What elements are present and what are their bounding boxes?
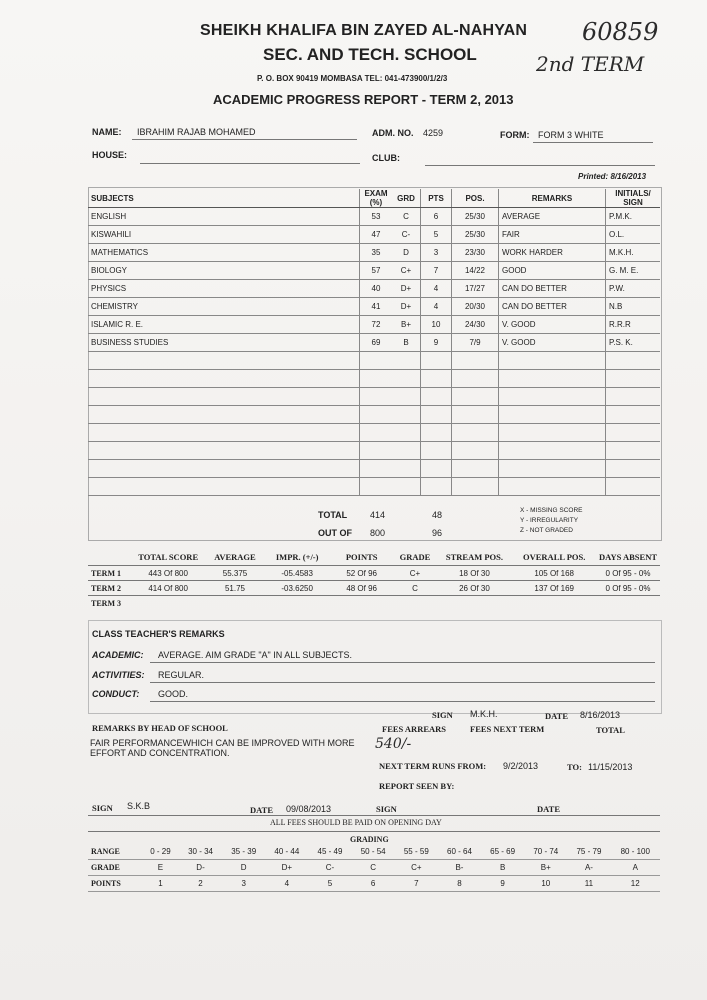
grading-cell: 12 (611, 876, 660, 892)
subject-cell: 23/30 (452, 244, 499, 262)
stats-col-overall: OVERALL POS. (523, 552, 586, 562)
grading-cell: 7 (395, 876, 438, 892)
subject-cell: 69 (360, 334, 393, 352)
subject-cell-blank (360, 460, 393, 478)
subject-cell: D (392, 244, 421, 262)
subject-cell-blank (421, 478, 452, 496)
head-sign: S.K.B (127, 801, 151, 811)
subject-cell: 7 (421, 262, 452, 280)
adm-label: ADM. NO. (372, 128, 414, 138)
term-cell: C (394, 581, 437, 596)
term-stats-table (88, 549, 660, 610)
col-subjects: SUBJECTS (88, 189, 360, 208)
subject-row (88, 280, 660, 298)
subject-cell-blank (88, 424, 360, 442)
subject-cell-blank (421, 406, 452, 424)
subjects-header-row (88, 189, 660, 208)
subject-cell: 4 (421, 280, 452, 298)
subject-cell: AVERAGE (499, 208, 606, 226)
fees-note: ALL FEES SHOULD BE PAID ON OPENING DAY (270, 818, 442, 827)
subject-row (88, 334, 660, 352)
grading-cell: 3 (222, 876, 265, 892)
subject-cell: B (392, 334, 421, 352)
term-label: TERM 3 (88, 596, 131, 611)
stats-col-grade: GRADE (399, 552, 431, 562)
col-position: POS. (452, 189, 499, 208)
subject-cell-blank (421, 370, 452, 388)
school-name-line2: SEC. AND TECH. SCHOOL (263, 45, 477, 64)
grading-cell: A- (567, 860, 610, 876)
subject-cell-blank (421, 424, 452, 442)
student-name: IBRAHIM RAJAB MOHAMED (137, 127, 256, 137)
activities-underline (150, 682, 655, 683)
subject-cell: C+ (392, 262, 421, 280)
subject-cell: ISLAMIC R. E. (88, 316, 360, 334)
next-term-to: 11/15/2013 (588, 762, 633, 772)
subject-cell: G. M. E. (606, 262, 661, 280)
subject-cell: 25/30 (452, 208, 499, 226)
outof-label: OUT OF (318, 528, 352, 538)
term-cell (330, 596, 394, 611)
subject-cell: PHYSICS (88, 280, 360, 298)
term-cell (596, 596, 660, 611)
grading-row-label: RANGE (88, 844, 142, 860)
next-term-to-label: TO: (567, 762, 582, 772)
term-row (88, 566, 660, 581)
subject-cell: FAIR (499, 226, 606, 244)
form-value: FORM 3 WHITE (538, 130, 604, 140)
subject-row-blank (88, 388, 660, 406)
subjects-table (88, 189, 660, 496)
subject-row-blank (88, 370, 660, 388)
subject-cell: 72 (360, 316, 393, 334)
subject-cell: 41 (360, 298, 393, 316)
grading-cell: 70 - 74 (524, 844, 567, 860)
subject-cell-blank (452, 478, 499, 496)
term-cell (265, 596, 330, 611)
subject-cell-blank (499, 406, 606, 424)
subject-row (88, 316, 660, 334)
col-initials-label: INITIALS/ (615, 189, 651, 198)
next-term-from: 9/2/2013 (503, 761, 539, 771)
fees-arrears-handwritten: 540/- (375, 736, 412, 752)
subject-cell: N.B (606, 298, 661, 316)
subject-cell-blank (499, 388, 606, 406)
subject-cell: V. GOOD (499, 334, 606, 352)
grading-cell: D+ (265, 860, 308, 876)
subject-cell: R.R.R (606, 316, 661, 334)
head-date-label: DATE (250, 805, 273, 815)
teacher-date-label: DATE (545, 711, 568, 721)
subject-cell-blank (88, 388, 360, 406)
grading-cell: 50 - 54 (352, 844, 395, 860)
fees-next-term-label: FEES NEXT TERM (470, 724, 545, 734)
subject-cell: P.M.K. (606, 208, 661, 226)
subject-row-blank (88, 478, 660, 496)
subject-cell-blank (360, 406, 393, 424)
stats-col-total: TOTAL SCORE (138, 552, 199, 562)
subject-row-blank (88, 460, 660, 478)
legend-missing: X - MISSING SCORE (520, 507, 583, 514)
term-cell: C+ (394, 566, 437, 581)
grading-cell: 80 - 100 (611, 844, 660, 860)
subject-cell-blank (452, 460, 499, 478)
subject-cell: CAN DO BETTER (499, 280, 606, 298)
col-exam-unit: (%) (369, 198, 383, 207)
adm-number: 4259 (423, 128, 444, 138)
grading-cell: E (142, 860, 179, 876)
subject-cell-blank (499, 370, 606, 388)
col-grade: GRD (392, 189, 421, 208)
subjects-body (88, 208, 660, 496)
club-underline (425, 165, 655, 166)
stats-col-absent: DAYS ABSENT (598, 552, 657, 562)
legend-irregular: Y - IRREGULARITY (520, 517, 579, 524)
grading-cell: C (352, 860, 395, 876)
subject-cell-blank (499, 460, 606, 478)
grading-cell: 1 (142, 876, 179, 892)
grading-cell: 2 (179, 876, 222, 892)
total-points: 48 (432, 510, 443, 520)
subject-cell-blank (452, 424, 499, 442)
grading-body (88, 844, 660, 892)
subject-cell: D+ (392, 280, 421, 298)
term-label: TERM 1 (88, 566, 131, 581)
subject-row (88, 244, 660, 262)
term-cell: 0 Of 95 - 0% (596, 566, 660, 581)
grading-cell: 40 - 44 (265, 844, 308, 860)
grading-points-row (88, 876, 660, 892)
grading-cell: B (481, 860, 524, 876)
school-address: P. O. BOX 90419 MOMBASA TEL: 041-473900/1/2/3 (257, 74, 448, 83)
grading-cell: 6 (352, 876, 395, 892)
stats-col-average: AVERAGE (214, 552, 256, 562)
handwritten-number: 60859 (582, 18, 659, 46)
house-label: HOUSE: (92, 150, 128, 160)
subject-cell: M.K.H. (606, 244, 661, 262)
term-cell: 105 Of 168 (512, 566, 596, 581)
term-cell: 18 Of 30 (437, 566, 513, 581)
term-cell: -03.6250 (265, 581, 330, 596)
grading-cell: 8 (438, 876, 481, 892)
grading-cell: 30 - 34 (179, 844, 222, 860)
activities-label: ACTIVITIES: (92, 670, 145, 680)
conduct-remark: GOOD. (158, 689, 189, 699)
club-label: CLUB: (372, 153, 400, 163)
subject-cell-blank (452, 370, 499, 388)
subject-cell-blank (360, 424, 393, 442)
term-cell: 55.375 (205, 566, 264, 581)
term-cell: 26 Of 30 (437, 581, 513, 596)
term-cell (131, 596, 206, 611)
subject-row-blank (88, 424, 660, 442)
subject-row (88, 262, 660, 280)
subject-cell: V. GOOD (499, 316, 606, 334)
printed-info (578, 172, 646, 181)
stats-col-term (88, 549, 131, 566)
grading-cell: C+ (395, 860, 438, 876)
term-stats-header (88, 549, 660, 566)
subject-cell-blank (606, 406, 661, 424)
subject-cell-blank (392, 442, 421, 460)
subject-cell: 25/30 (452, 226, 499, 244)
legend (520, 506, 582, 536)
subject-cell-blank (360, 370, 393, 388)
subject-cell-blank (499, 478, 606, 496)
subject-cell-blank (499, 352, 606, 370)
col-initials-sub: SIGN (623, 198, 643, 207)
subject-cell: MATHEMATICS (88, 244, 360, 262)
subject-cell-blank (88, 460, 360, 478)
school-name-line1: SHEIKH KHALIFA BIN ZAYED AL-NAHYAN (200, 22, 528, 39)
subject-cell: 3 (421, 244, 452, 262)
subject-cell-blank (88, 406, 360, 424)
activities-remark: REGULAR. (158, 670, 205, 680)
grading-row-label: POINTS (88, 876, 142, 892)
subject-cell-blank (499, 424, 606, 442)
subject-cell-blank (452, 442, 499, 460)
subject-cell: C (392, 208, 421, 226)
next-term-label: NEXT TERM RUNS FROM: (379, 761, 487, 771)
grading-range-row (88, 844, 660, 860)
grading-cell: D (222, 860, 265, 876)
teacher-sign: M.K.H. (470, 709, 498, 719)
subject-cell-blank (606, 370, 661, 388)
term-row (88, 581, 660, 596)
outof-exam: 800 (370, 528, 386, 538)
fees-arrears-label: FEES ARREARS (382, 724, 447, 734)
subject-cell-blank (392, 478, 421, 496)
term-cell: 48 Of 96 (330, 581, 394, 596)
subject-cell: KISWAHILI (88, 226, 360, 244)
subject-cell-blank (88, 352, 360, 370)
grading-heading: GRADING (350, 835, 389, 844)
subject-cell: ENGLISH (88, 208, 360, 226)
subject-cell-blank (606, 388, 661, 406)
subject-cell-blank (421, 460, 452, 478)
subject-cell-blank (88, 442, 360, 460)
grading-cell: B+ (524, 860, 567, 876)
parent-date-label: DATE (537, 804, 560, 814)
term-cell: 137 Of 169 (512, 581, 596, 596)
academic-label: ACADEMIC: (92, 650, 144, 660)
subject-cell-blank (392, 352, 421, 370)
grading-grade-row (88, 860, 660, 876)
head-remark: FAIR PERFORMANCEWHICH CAN BE IMPROVED WITH MORE EFFORT AND CONCENTRATION. (90, 738, 355, 758)
stats-col-points: POINTS (345, 552, 378, 562)
subject-cell: 9 (421, 334, 452, 352)
term-cell (394, 596, 437, 611)
subject-cell-blank (392, 424, 421, 442)
subject-cell-blank (360, 478, 393, 496)
grading-cell: 35 - 39 (222, 844, 265, 860)
grading-cell: 60 - 64 (438, 844, 481, 860)
subject-cell-blank (392, 370, 421, 388)
printed-label: Printed: (578, 172, 609, 181)
parent-sign-label: SIGN (376, 804, 397, 814)
subject-cell-blank (360, 352, 393, 370)
head-remarks-heading: REMARKS BY HEAD OF SCHOOL (92, 723, 228, 733)
grading-cell: 75 - 79 (567, 844, 610, 860)
house-underline (140, 163, 360, 164)
academic-remark: AVERAGE. AIM GRADE "A" IN ALL SUBJECTS. (158, 650, 352, 660)
subject-cell-blank (421, 388, 452, 406)
subject-cell: C- (392, 226, 421, 244)
term-cell: 414 Of 800 (131, 581, 206, 596)
grading-cell: 4 (265, 876, 308, 892)
subject-cell-blank (421, 352, 452, 370)
subject-cell: 40 (360, 280, 393, 298)
grading-cell: 65 - 69 (481, 844, 524, 860)
grading-cell: 5 (308, 876, 351, 892)
head-date: 09/08/2013 (286, 804, 332, 814)
term-cell (205, 596, 264, 611)
subject-cell-blank (606, 442, 661, 460)
subject-cell-blank (421, 442, 452, 460)
subject-cell-blank (606, 352, 661, 370)
subject-cell: 24/30 (452, 316, 499, 334)
grading-cell: 10 (524, 876, 567, 892)
legend-not-graded: Z - NOT GRADED (520, 527, 573, 534)
subject-cell-blank (452, 352, 499, 370)
subject-cell: B+ (392, 316, 421, 334)
teacher-date: 8/16/2013 (580, 710, 621, 720)
subject-cell-blank (88, 478, 360, 496)
subject-cell: D+ (392, 298, 421, 316)
total-exam: 414 (370, 510, 386, 520)
subject-cell-blank (392, 460, 421, 478)
subject-cell: WORK HARDER (499, 244, 606, 262)
subject-row-blank (88, 442, 660, 460)
col-exam (360, 189, 393, 208)
head-sign-label: SIGN (92, 803, 113, 813)
subject-row-blank (88, 352, 660, 370)
grading-cell: 9 (481, 876, 524, 892)
subject-row-blank (88, 406, 660, 424)
subject-cell-blank (452, 388, 499, 406)
subject-cell-blank (360, 388, 393, 406)
subject-cell: 35 (360, 244, 393, 262)
subject-cell: BUSINESS STUDIES (88, 334, 360, 352)
subject-cell-blank (88, 370, 360, 388)
stats-col-impr: IMPR. (+/-) (275, 552, 319, 562)
subject-cell: O.L. (606, 226, 661, 244)
grading-cell: C- (308, 860, 351, 876)
term-cell: 443 Of 800 (131, 566, 206, 581)
name-underline (132, 139, 357, 140)
subject-cell: 47 (360, 226, 393, 244)
term-cell: 0 Of 95 - 0% (596, 581, 660, 596)
term-cell: -05.4583 (265, 566, 330, 581)
grading-table (88, 844, 660, 892)
subject-cell: 6 (421, 208, 452, 226)
subject-cell: 57 (360, 262, 393, 280)
term-label: TERM 2 (88, 581, 131, 596)
subject-cell-blank (499, 442, 606, 460)
term-cell: 51.75 (205, 581, 264, 596)
academic-underline (150, 662, 655, 663)
subject-cell: 53 (360, 208, 393, 226)
subject-cell: CAN DO BETTER (499, 298, 606, 316)
subject-cell: BIOLOGY (88, 262, 360, 280)
subject-cell: CHEMISTRY (88, 298, 360, 316)
grading-cell: 45 - 49 (308, 844, 351, 860)
subject-cell: P.S. K. (606, 334, 661, 352)
report-seen-label: REPORT SEEN BY: (379, 781, 455, 791)
conduct-underline (150, 701, 655, 702)
subject-cell: 4 (421, 298, 452, 316)
subject-cell: 7/9 (452, 334, 499, 352)
printed-date: 8/16/2013 (610, 172, 647, 181)
term-row (88, 596, 660, 611)
grading-cell: 11 (567, 876, 610, 892)
grading-cell: D- (179, 860, 222, 876)
form-label: FORM: (500, 130, 530, 140)
col-points: PTS (421, 189, 452, 208)
grading-cell: A (611, 860, 660, 876)
teacher-sign-label: SIGN (432, 710, 453, 720)
col-remarks: REMARKS (499, 189, 606, 208)
subject-cell: P.W. (606, 280, 661, 298)
grading-cell: B- (438, 860, 481, 876)
outof-points: 96 (432, 528, 443, 538)
handwritten-term: 2nd TERM (536, 52, 645, 76)
total-label: TOTAL (318, 510, 348, 520)
grading-cell: 0 - 29 (142, 844, 179, 860)
teacher-remarks-heading: CLASS TEACHER'S REMARKS (92, 629, 225, 639)
grading-row-label: GRADE (88, 860, 142, 876)
term-cell (437, 596, 513, 611)
term-stats-body (88, 566, 660, 611)
fees-note-line (88, 831, 660, 832)
subject-cell: 14/22 (452, 262, 499, 280)
subject-cell: GOOD (499, 262, 606, 280)
subject-row (88, 208, 660, 226)
subject-cell-blank (360, 442, 393, 460)
term-cell (512, 596, 596, 611)
subject-cell-blank (606, 478, 661, 496)
conduct-label: CONDUCT: (92, 689, 140, 699)
report-title: ACADEMIC PROGRESS REPORT - TERM 2, 2013 (213, 92, 514, 107)
subject-cell-blank (606, 460, 661, 478)
name-label: NAME: (92, 127, 122, 137)
subject-cell: 10 (421, 316, 452, 334)
subject-cell-blank (606, 424, 661, 442)
grading-cell: 55 - 59 (395, 844, 438, 860)
subject-cell: 5 (421, 226, 452, 244)
term-cell: 52 Of 96 (330, 566, 394, 581)
stats-col-stream: STREAM POS. (445, 552, 504, 562)
subject-cell-blank (392, 388, 421, 406)
subject-cell: 20/30 (452, 298, 499, 316)
col-exam-label: EXAM (364, 189, 388, 198)
form-underline (533, 142, 653, 143)
subject-cell-blank (392, 406, 421, 424)
col-initials (606, 189, 661, 208)
subject-row (88, 226, 660, 244)
subject-cell: 17/27 (452, 280, 499, 298)
subject-row (88, 298, 660, 316)
fees-total-label: TOTAL (596, 725, 625, 735)
signoff-line (88, 815, 660, 816)
subject-cell-blank (452, 406, 499, 424)
